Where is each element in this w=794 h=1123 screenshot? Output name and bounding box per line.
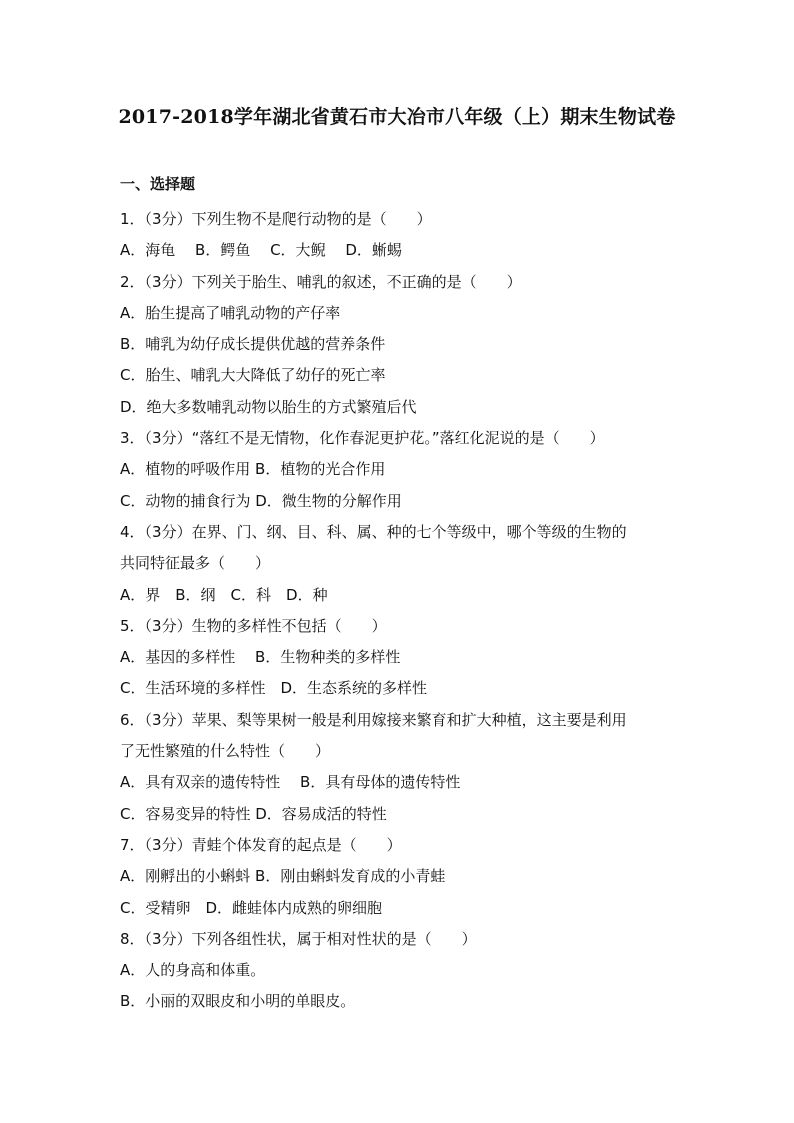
option-line: C．动物的捕食行为 D．微生物的分解作用 xyxy=(120,491,402,510)
question-line: 1．（3分）下列生物不是爬行动物的是（ ） xyxy=(120,210,432,228)
question-line: 7．（3分）青蛙个体发育的起点是（ ） xyxy=(120,835,402,854)
option-line: C．容易变异的特性 D．容易成活的特性 xyxy=(120,804,387,823)
option-line: A．界 B．纲 C．科 D．种 xyxy=(120,585,328,604)
question-line: 2．（3分）下列关于胎生、哺乳的叙述，不正确的是（ ） xyxy=(120,272,522,291)
page-title: 2017-2018学年湖北省黄石市大冶市八年级（上）期末生物试卷 xyxy=(118,106,676,128)
question-line-continued: 共同特征最多（ ） xyxy=(120,554,271,573)
option-line: B．哺乳为幼仔成长提供优越的营养条件 xyxy=(120,335,386,354)
question-line: 3．（3分）“落红不是无情物，化作春泥更护花。”落红化泥说的是（ ） xyxy=(120,429,605,448)
option-line: A．人的身高和体重。 xyxy=(120,961,266,980)
option-line: A．植物的呼吸作用 B．植物的光合作用 xyxy=(120,460,386,479)
option-line: C．胎生、哺乳大大降低了幼仔的死亡率 xyxy=(120,366,386,385)
section-heading: 一、选择题 xyxy=(120,175,196,193)
option-line: A．刚孵出的小蝌蚪 B．刚由蝌蚪发育成的小青蛙 xyxy=(120,867,446,886)
option-line: B．小丽的双眼皮和小明的单眼皮。 xyxy=(120,992,356,1011)
option-line: A．基因的多样性 B．生物种类的多样性 xyxy=(120,648,401,667)
question-line: 5．（3分）生物的多样性不包括（ ） xyxy=(120,616,387,635)
option-line: A．海龟 B．鳄鱼 C．大鲵 D．蜥蜴 xyxy=(120,241,402,260)
question-list xyxy=(120,204,680,1018)
option-line: A．胎生提高了哺乳动物的产仔率 xyxy=(120,303,341,322)
option-line: C．受精卵 D．雌蛙体内成熟的卵细胞 xyxy=(120,898,383,917)
question-line: 4．（3分）在界、门、纲、目、科、属、种的七个等级中，哪个等级的生物的 xyxy=(120,522,627,541)
question-line-continued: 了无性繁殖的什么特性（ ） xyxy=(120,742,331,761)
question-line: 6．（3分）苹果、梨等果树一般是利用嫁接来繁育和扩大种植，这主要是利用 xyxy=(120,710,627,729)
question-line: 8．（3分）下列各组性状，属于相对性状的是（ ） xyxy=(120,929,477,948)
option-line: D．绝大多数哺乳动物以胎生的方式繁殖后代 xyxy=(120,397,417,416)
option-line: C．生活环境的多样性 D．生态系统的多样性 xyxy=(120,679,428,698)
option-line: A．具有双亲的遗传特性 B．具有母体的遗传特性 xyxy=(120,773,461,792)
